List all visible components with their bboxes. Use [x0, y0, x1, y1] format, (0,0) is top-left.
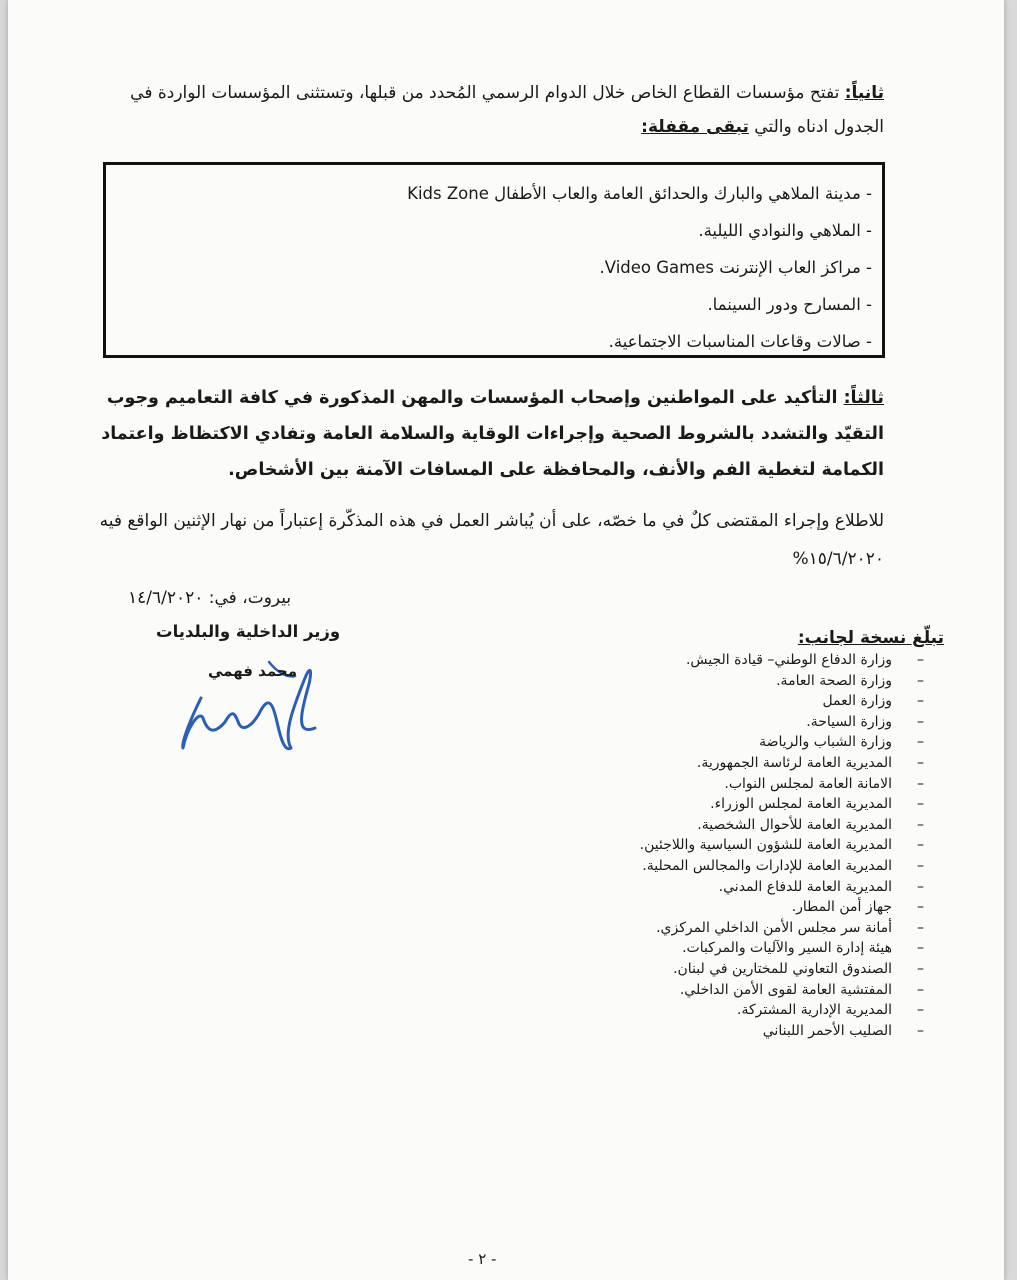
closed-item: - المسارح ودور السينما. — [707, 295, 872, 314]
cc-title: تبلّغ نسخة لجانب: — [797, 628, 944, 648]
list-item: – المديرية العامة لرئاسة الجمهورية. — [696, 754, 924, 771]
list-item: – هيئة إدارة السير والآليات والمركبات. — [682, 940, 924, 957]
paragraph-second — [94, 76, 884, 144]
list-item: – وزارة العمل — [822, 693, 924, 710]
list-item: – جهاز أمن المطار. — [791, 899, 924, 916]
list-item: – وزارة الشباب والرياضة — [759, 734, 924, 751]
list-item: – المديرية العامة للإدارات والمجالس المحلية. — [642, 857, 924, 874]
minister-title: وزير الداخلية والبلديات — [156, 622, 341, 641]
list-item: – المديرية الإدارية المشتركة. — [737, 1002, 924, 1019]
list-item: – وزارة الصحة العامة. — [776, 672, 924, 689]
list-item: – الصندوق التعاوني للمختارين في لبنان. — [673, 960, 924, 977]
closed-item: - صالات وقاعات المناسبات الاجتماعية. — [608, 332, 872, 351]
date-line: بيروت، في: ١٤/٦/٢٠٢٠ — [128, 588, 292, 608]
paragraph-third-text: التأكيد على المواطنين وإصحاب المؤسسات والمهن المذكورة في كافة التعاميم وجوب التقيّد والتشدد بالشروط الصحية وإجراءات الوقاية والسلامة العامة وتفادي الاكتظاظ واعتماد الكمامة لتغطية الفم والأنف، والمحافظة على المسافات الآمنة بين الأشخاص. — [101, 388, 884, 480]
paragraph-closing: للاطلاع وإجراء المقتضى كلٌ في ما خصّه، على أن يُباشر العمل في هذه المذكّرة إعتباراً من نهار الإثنين الواقع فيه ١٥/٦/٢٠٢٠% — [99, 511, 884, 569]
paragraph-second-emphasis: تبقى مقفلة: — [641, 117, 749, 137]
list-item: – وزارة السياحة. — [806, 713, 924, 730]
closed-item: - مدينة الملاهي والبارك والحدائق العامة والعاب الأطفال Kids Zone — [407, 184, 872, 203]
document-page — [8, 0, 1004, 1280]
closed-item: - مراكز العاب الإنترنت Video Games. — [599, 258, 872, 277]
paragraph-third — [94, 380, 884, 488]
paragraph-second-label: ثانياً: — [844, 83, 884, 103]
cc-list — [586, 650, 924, 1041]
list-item: – الصليب الأحمر اللبناني — [762, 1022, 924, 1039]
minister-name: محمد فهمي — [208, 662, 297, 680]
list-item: – المديرية العامة للشؤون السياسية واللاجئين. — [639, 837, 924, 854]
list-item: – المديرية العامة لمجلس الوزراء. — [710, 796, 924, 813]
page-number: - ٢ - — [468, 1250, 497, 1268]
list-item: – الامانة العامة لمجلس النواب. — [724, 775, 924, 792]
paragraph-second-text: تفتح مؤسسات القطاع الخاص خلال الدوام الرسمي المُحدد من قبلها، وتستثنى المؤسسات الواردة في الجدول ادناه والتي — [130, 83, 884, 137]
list-item: – المديرية العامة للدفاع المدني. — [718, 878, 924, 895]
closed-item: - الملاهي والنوادي الليلية. — [698, 221, 872, 240]
paragraph-third-label: ثالثاً: — [843, 388, 884, 408]
list-item: – المفتشية العامة لقوى الأمن الداخلي. — [679, 981, 924, 998]
list-item: – أمانة سر مجلس الأمن الداخلي المركزي. — [656, 919, 924, 936]
closed-establishments-box — [103, 162, 885, 358]
list-item: – المديرية العامة للأحوال الشخصية. — [697, 816, 924, 833]
list-item: – وزارة الدفاع الوطني– قيادة الجيش. — [685, 652, 924, 668]
